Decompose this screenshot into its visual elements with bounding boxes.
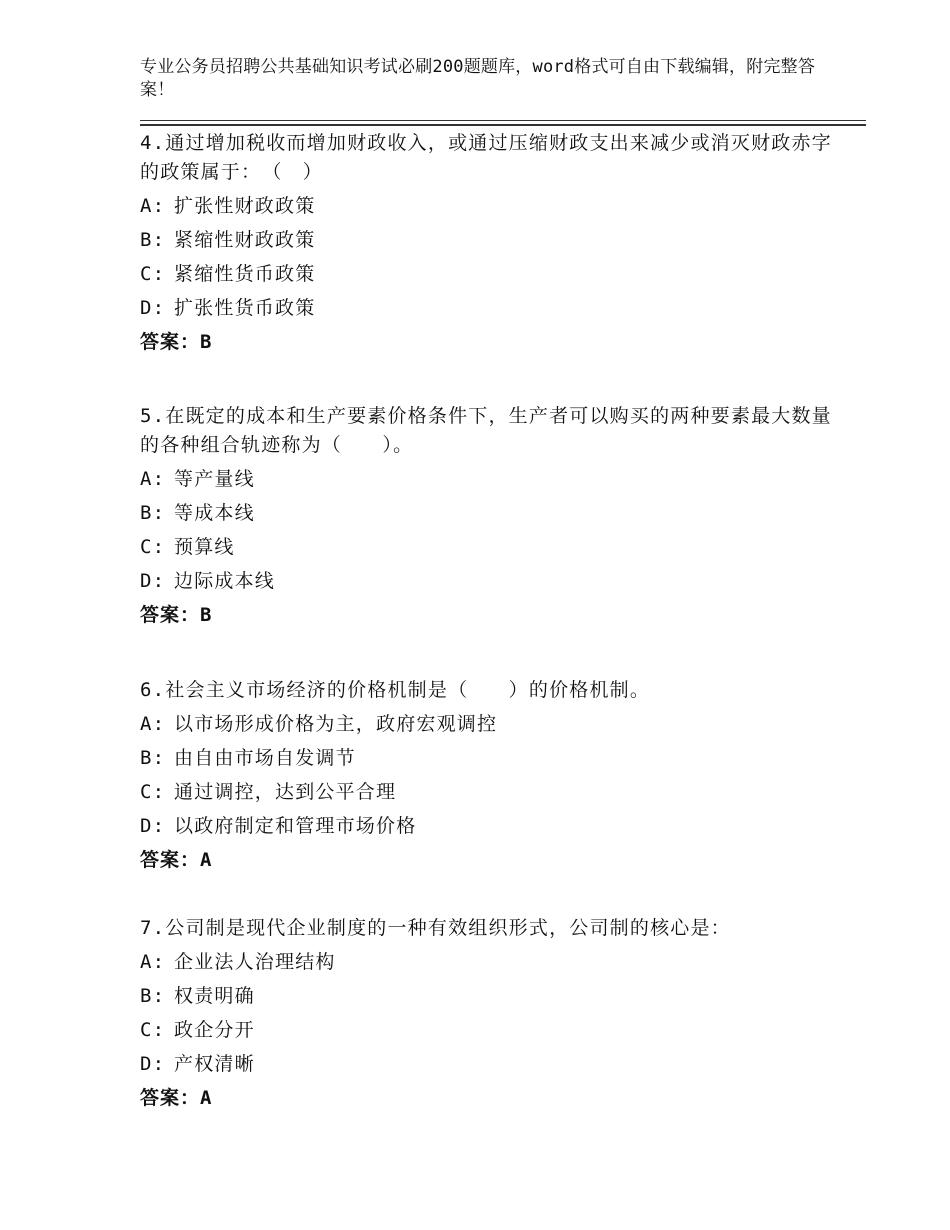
option-text: 通过调控，达到公平合理 [174,781,397,803]
option-c [140,778,840,807]
option-text: 权责明确 [174,985,255,1007]
option-text: 产权清晰 [174,1053,255,1075]
question-block [140,914,840,1113]
option-key: A: [140,468,166,490]
option-key: B: [140,502,166,524]
option-key: D: [140,297,166,319]
answer-label: 答案：A [140,849,213,871]
option-d [140,567,840,596]
question-text: 7.公司制是现代企业制度的一种有效组织形式，公司制的核心是： [140,917,731,939]
option-text: 以政府制定和管理市场价格 [174,815,417,837]
option-a [140,192,840,221]
question-block [140,676,840,875]
option-text: 扩张性财政政策 [174,195,316,217]
option-text: 紧缩性货币政策 [174,263,316,285]
option-c [140,260,840,289]
answer-label: 答案：B [140,604,213,626]
option-text: 边际成本线 [174,570,276,592]
option-text: 以市场形成价格为主，政府宏观调控 [174,713,498,735]
option-d [140,1050,840,1079]
option-a [140,465,840,494]
option-key: D: [140,815,166,837]
document-header: 专业公务员招聘公共基础知识考试必刷200题题库，word格式可自由下载编辑，附完整答案！ [140,57,816,100]
option-text: 等成本线 [174,502,255,524]
option-key: B: [140,747,166,769]
header-divider-thick [140,124,866,126]
option-a [140,948,840,977]
option-key: C: [140,1019,166,1041]
option-key: C: [140,263,166,285]
option-key: B: [140,985,166,1007]
option-text: 企业法人治理结构 [174,951,336,973]
option-key: A: [140,951,166,973]
option-key: B: [140,229,166,251]
option-c [140,1016,840,1045]
option-d [140,812,840,841]
option-key: C: [140,536,166,558]
header-divider [140,120,866,121]
option-b [140,226,840,255]
option-text: 政企分开 [174,1019,255,1041]
option-key: C: [140,781,166,803]
option-text: 等产量线 [174,468,255,490]
option-b [140,982,840,1011]
question-block [140,129,840,357]
option-d [140,294,840,323]
option-key: D: [140,1053,166,1075]
option-text: 紧缩性财政政策 [174,229,316,251]
question-text: 6.社会主义市场经济的价格机制是（ ）的价格机制。 [140,679,651,701]
option-key: D: [140,570,166,592]
answer-label: 答案：B [140,331,213,353]
option-b [140,499,840,528]
option-text: 由自由市场自发调节 [174,747,356,769]
question-block [140,402,840,630]
option-key: A: [140,195,166,217]
option-text: 预算线 [174,536,235,558]
question-text: 5.在既定的成本和生产要素价格条件下，生产者可以购买的两种要素最大数量的各种组合轨迹称为（ ）。 [140,405,832,456]
option-a [140,710,840,739]
question-text: 4.通过增加税收而增加财政收入，或通过压缩财政支出来减少或消灭财政赤字的政策属于： （ ） [140,132,832,183]
option-key: A: [140,713,166,735]
option-text: 扩张性货币政策 [174,297,316,319]
option-b [140,744,840,773]
option-c [140,533,840,562]
answer-label: 答案：A [140,1087,213,1109]
